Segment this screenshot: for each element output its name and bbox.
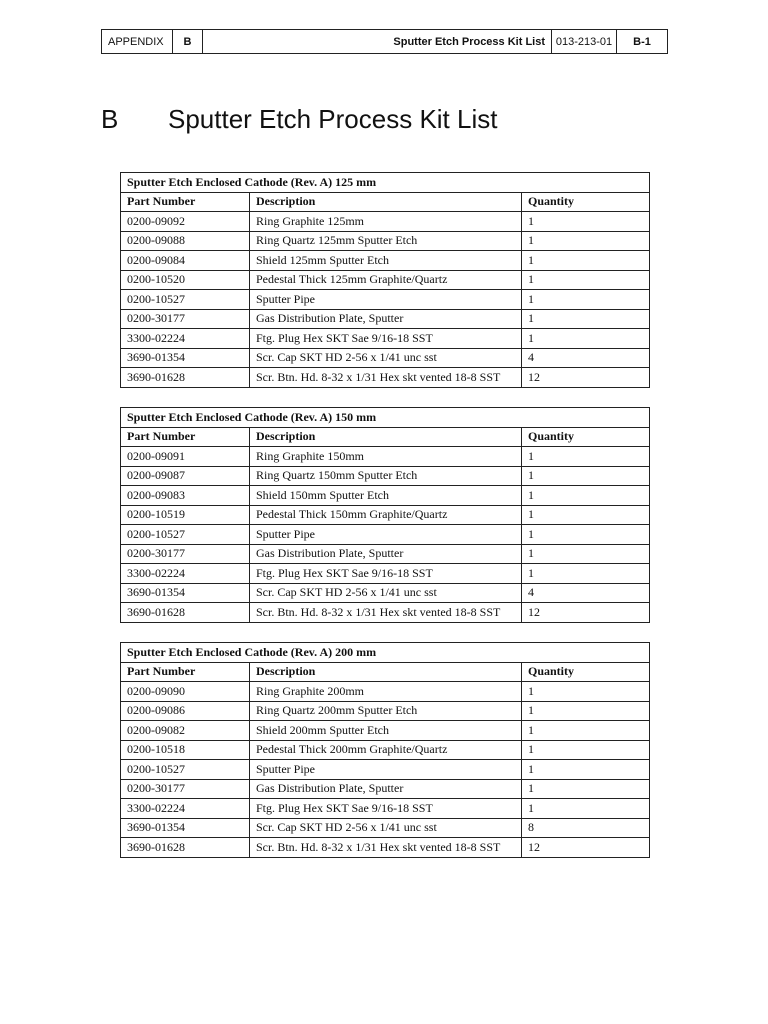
description-cell: Scr. Cap SKT HD 2-56 x 1/41 unc sst <box>250 348 522 368</box>
description-cell: Ftg. Plug Hex SKT Sae 9/16-18 SST <box>250 564 522 584</box>
part-number-cell: 0200-30177 <box>121 779 250 799</box>
description-cell: Ftg. Plug Hex SKT Sae 9/16-18 SST <box>250 329 522 349</box>
table-row <box>121 486 650 506</box>
table-row <box>121 838 650 858</box>
quantity-cell: 1 <box>522 212 650 232</box>
table-row <box>121 251 650 271</box>
description-cell: Ring Quartz 200mm Sputter Etch <box>250 701 522 721</box>
part-number-cell: 0200-09083 <box>121 486 250 506</box>
quantity-cell: 1 <box>522 290 650 310</box>
table-row <box>121 740 650 760</box>
header-doc-number: 013-213-01 <box>552 30 617 53</box>
table-caption: Sputter Etch Enclosed Cathode (Rev. A) 150 mm <box>121 408 650 428</box>
part-number-cell: 0200-10527 <box>121 525 250 545</box>
page-title <box>101 104 497 135</box>
description-cell: Shield 150mm Sputter Etch <box>250 486 522 506</box>
page-header <box>101 29 668 54</box>
quantity-cell: 1 <box>522 329 650 349</box>
description-cell: Sputter Pipe <box>250 290 522 310</box>
quantity-cell: 4 <box>522 583 650 603</box>
quantity-cell: 1 <box>522 779 650 799</box>
description-cell: Shield 125mm Sputter Etch <box>250 251 522 271</box>
table-caption-row <box>121 173 650 193</box>
table-header-row <box>121 662 650 682</box>
part-number-cell: 0200-30177 <box>121 544 250 564</box>
part-number-cell: 0200-09087 <box>121 466 250 486</box>
quantity-cell: 1 <box>522 505 650 525</box>
table-row <box>121 818 650 838</box>
part-number-cell: 3690-01628 <box>121 603 250 623</box>
table-row <box>121 525 650 545</box>
quantity-cell: 1 <box>522 466 650 486</box>
description-cell: Scr. Btn. Hd. 8-32 x 1/31 Hex skt vented 18-8 SST <box>250 603 522 623</box>
table-row <box>121 466 650 486</box>
table-row <box>121 231 650 251</box>
part-number-cell: 3300-02224 <box>121 564 250 584</box>
quantity-cell: 1 <box>522 270 650 290</box>
quantity-cell: 1 <box>522 721 650 741</box>
quantity-cell: 12 <box>522 368 650 388</box>
description-cell: Ring Quartz 150mm Sputter Etch <box>250 466 522 486</box>
table-row <box>121 760 650 780</box>
table-header-row <box>121 192 650 212</box>
table-caption: Sputter Etch Enclosed Cathode (Rev. A) 200 mm <box>121 643 650 663</box>
part-number-cell: 0200-10520 <box>121 270 250 290</box>
part-number-cell: 0200-09084 <box>121 251 250 271</box>
description-cell: Sputter Pipe <box>250 525 522 545</box>
table-row <box>121 603 650 623</box>
table-caption-row <box>121 643 650 663</box>
description-cell: Pedestal Thick 200mm Graphite/Quartz <box>250 740 522 760</box>
description-cell: Ring Graphite 200mm <box>250 682 522 702</box>
table-row <box>121 270 650 290</box>
table-row <box>121 799 650 819</box>
part-number-cell: 0200-10518 <box>121 740 250 760</box>
table-row <box>121 329 650 349</box>
quantity-cell: 4 <box>522 348 650 368</box>
header-page-number: B-1 <box>633 35 651 48</box>
part-number-cell: 3690-01354 <box>121 818 250 838</box>
part-number-cell: 3690-01628 <box>121 368 250 388</box>
table-row <box>121 447 650 467</box>
table-caption: Sputter Etch Enclosed Cathode (Rev. A) 125 mm <box>121 173 650 193</box>
description-cell: Ftg. Plug Hex SKT Sae 9/16-18 SST <box>250 799 522 819</box>
part-number-cell: 0200-10527 <box>121 760 250 780</box>
table-row <box>121 583 650 603</box>
description-cell: Gas Distribution Plate, Sputter <box>250 544 522 564</box>
description-cell: Scr. Cap SKT HD 2-56 x 1/41 unc sst <box>250 583 522 603</box>
column-header-part-number: Part Number <box>121 192 250 212</box>
part-number-cell: 3300-02224 <box>121 799 250 819</box>
part-number-cell: 0200-10519 <box>121 505 250 525</box>
kit-table-200mm <box>120 642 650 858</box>
description-cell: Scr. Btn. Hd. 8-32 x 1/31 Hex skt vented 18-8 SST <box>250 368 522 388</box>
table-row <box>121 309 650 329</box>
description-cell: Ring Graphite 150mm <box>250 447 522 467</box>
quantity-cell: 1 <box>522 799 650 819</box>
description-cell: Gas Distribution Plate, Sputter <box>250 779 522 799</box>
part-number-cell: 3690-01354 <box>121 348 250 368</box>
quantity-cell: 1 <box>522 544 650 564</box>
quantity-cell: 12 <box>522 838 650 858</box>
table-row <box>121 701 650 721</box>
quantity-cell: 1 <box>522 309 650 329</box>
table-header-row <box>121 427 650 447</box>
column-header-quantity: Quantity <box>522 192 650 212</box>
description-cell: Ring Quartz 125mm Sputter Etch <box>250 231 522 251</box>
header-appendix-letter: B <box>173 30 203 53</box>
table-row <box>121 544 650 564</box>
quantity-cell: 1 <box>522 760 650 780</box>
part-number-cell: 0200-09090 <box>121 682 250 702</box>
quantity-cell: 1 <box>522 701 650 721</box>
page-title-letter: B <box>101 104 119 134</box>
header-appendix-label: APPENDIX <box>102 30 173 53</box>
kit-table-125mm <box>120 172 650 388</box>
quantity-cell: 1 <box>522 682 650 702</box>
description-cell: Shield 200mm Sputter Etch <box>250 721 522 741</box>
quantity-cell: 1 <box>522 525 650 545</box>
column-header-description: Description <box>250 192 522 212</box>
table-row <box>121 212 650 232</box>
part-number-cell: 0200-30177 <box>121 309 250 329</box>
description-cell: Pedestal Thick 125mm Graphite/Quartz <box>250 270 522 290</box>
table-row <box>121 779 650 799</box>
column-header-quantity: Quantity <box>522 427 650 447</box>
part-number-cell: 0200-09091 <box>121 447 250 467</box>
table-caption-row <box>121 408 650 428</box>
column-header-part-number: Part Number <box>121 427 250 447</box>
column-header-description: Description <box>250 662 522 682</box>
part-number-cell: 0200-10527 <box>121 290 250 310</box>
quantity-cell: 1 <box>522 564 650 584</box>
kit-table-150mm <box>120 407 650 623</box>
part-number-cell: 0200-09086 <box>121 701 250 721</box>
description-cell: Scr. Cap SKT HD 2-56 x 1/41 unc sst <box>250 818 522 838</box>
column-header-part-number: Part Number <box>121 662 250 682</box>
part-number-cell: 0200-09088 <box>121 231 250 251</box>
table-row <box>121 564 650 584</box>
quantity-cell: 1 <box>522 231 650 251</box>
quantity-cell: 8 <box>522 818 650 838</box>
table-row <box>121 290 650 310</box>
quantity-cell: 1 <box>522 251 650 271</box>
table-row <box>121 348 650 368</box>
page-title-text: Sputter Etch Process Kit List <box>168 104 498 134</box>
table-row <box>121 505 650 525</box>
table-row <box>121 721 650 741</box>
part-number-cell: 3690-01628 <box>121 838 250 858</box>
description-cell: Scr. Btn. Hd. 8-32 x 1/31 Hex skt vented 18-8 SST <box>250 838 522 858</box>
quantity-cell: 1 <box>522 486 650 506</box>
quantity-cell: 1 <box>522 447 650 467</box>
quantity-cell: 12 <box>522 603 650 623</box>
part-number-cell: 3690-01354 <box>121 583 250 603</box>
part-number-cell: 0200-09092 <box>121 212 250 232</box>
part-number-cell: 0200-09082 <box>121 721 250 741</box>
header-title: Sputter Etch Process Kit List <box>203 30 552 53</box>
description-cell: Gas Distribution Plate, Sputter <box>250 309 522 329</box>
quantity-cell: 1 <box>522 740 650 760</box>
description-cell: Pedestal Thick 150mm Graphite/Quartz <box>250 505 522 525</box>
description-cell: Sputter Pipe <box>250 760 522 780</box>
column-header-quantity: Quantity <box>522 662 650 682</box>
column-header-description: Description <box>250 427 522 447</box>
table-row <box>121 368 650 388</box>
part-number-cell: 3300-02224 <box>121 329 250 349</box>
table-row <box>121 682 650 702</box>
description-cell: Ring Graphite 125mm <box>250 212 522 232</box>
